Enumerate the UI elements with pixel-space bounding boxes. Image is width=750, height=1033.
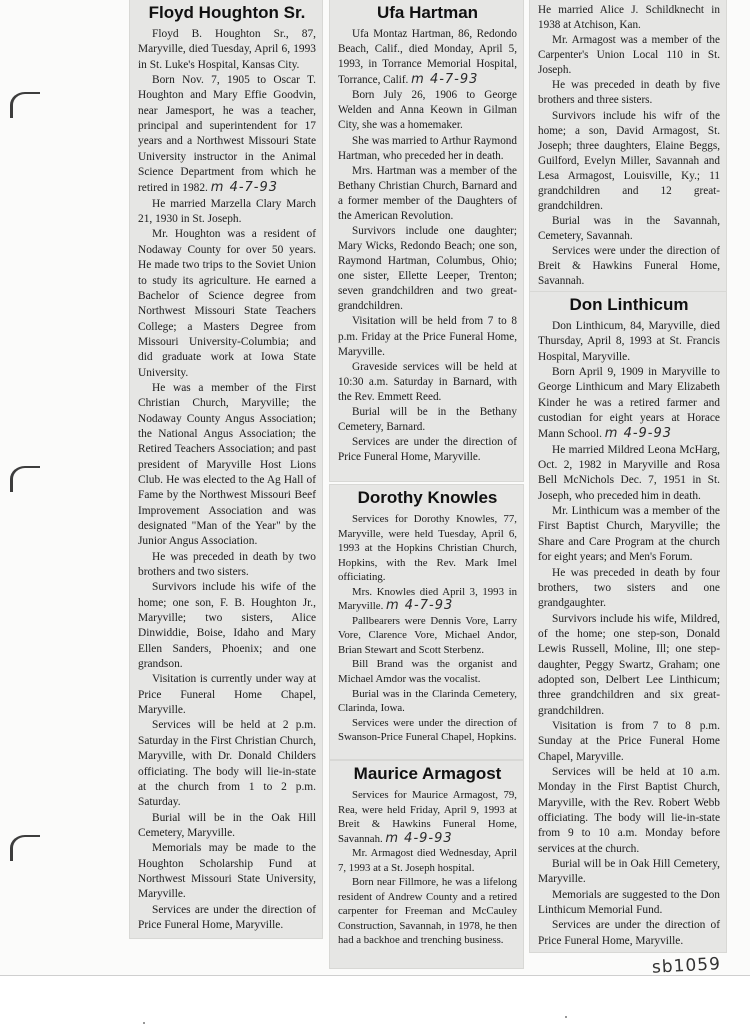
punch-hole-mark (10, 835, 40, 861)
obituary-paragraph (538, 33, 720, 78)
punch-hole-mark (10, 92, 40, 118)
paragraph-text: Visitation is currently under way at Price Funeral Home Chapel, Maryville. (138, 673, 316, 717)
paragraph-text: Visitation is from 7 to 8 p.m. Sunday at the Price Funeral Home Chapel, Maryville. (538, 719, 720, 763)
obituary-paragraph (538, 918, 720, 949)
obituary-headline: Dorothy Knowles (357, 488, 498, 507)
paragraph-text: Services were under the direction of Swanson-Price Funeral Chapel, Hopkins. (338, 716, 517, 744)
obituary-clipping-armagost-continued (530, 0, 726, 292)
obituary-headline: Don Linthicum (569, 295, 689, 314)
paragraph-text: Services are under the direction of Price Funeral Home, Maryville. (538, 919, 720, 947)
obituary-paragraph (338, 716, 517, 745)
obituary-headline: Ufa Hartman (376, 3, 479, 22)
obituary-paragraph (338, 134, 517, 164)
obituary-paragraph (338, 224, 517, 314)
handwritten-date-note: m 4-9-93 (385, 830, 453, 846)
paragraph-text: He was preceded in death by four brothers, two sisters and one grandgaughter. (538, 566, 720, 610)
obituary-paragraph (138, 197, 316, 228)
paragraph-text: Survivors include one daughter; Mary Wicks, Redondo Beach; one son, Raymond Hartman, Columbus, Ohio; one sister, Ellette Leeper, Trenton; seven grandchildren and two great-grandchildren. (338, 225, 517, 313)
obituary-paragraph (138, 381, 316, 550)
obituary-paragraph (538, 319, 720, 365)
paragraph-text: Services are under the direction of Price Funeral Home, Maryville. (338, 436, 517, 464)
paragraph-text: Don Linthicum, 84, Maryville, died Thursday, April 8, 1993 at St. Francis Hospital, Maryville. (538, 320, 720, 363)
paragraph-text: Services will be held at 2 p.m. Saturday in the First Christian Church, Maryville, with Dr. Donald Childers officiating. The body will lie-in-state at the church from 1 to 2 p.m. Saturday. (138, 719, 316, 809)
obituary-clipping-armagost (330, 761, 523, 968)
obituary-paragraph (138, 27, 316, 73)
obituary-paragraph (338, 405, 517, 435)
obituary-paragraph (338, 164, 517, 224)
paragraph-text: Mr. Houghton was a resident of Nodaway County for over 50 years. He made two trips to the Soviet Union to study its agriculture. He earned a Bachelor of Science degree from Northwest Missouri State Teachers College; a Masters Degree from Missouri University-Columbia; and did graduate work at Iowa State University. (138, 228, 316, 379)
obituary-paragraph (138, 73, 316, 197)
obituary-clipping-houghton (130, 0, 322, 938)
paragraph-text: Survivors include his wife, Mildred, of the home; one step-son, Donald Lewis Russell, Moline, Ill; one step-daughter, Peggy Swartz, Graham; one adopted son, Delbert Lee Linthicum; three grandchildren and six great-grandchildren. (538, 612, 720, 717)
handwritten-date-note: m 4-7-93 (411, 72, 479, 88)
paragraph-text: Memorials may be made to the Houghton Scholarship Fund at Northwest Missouri State University, Maryville. (138, 842, 316, 901)
paragraph-text: Born near Fillmore, he was a lifelong resident of Andrew County and a retired carpenter for Freeman and McCauley Construction, Savannah, in 1978, he then had a backhoe and trenching business. (338, 876, 517, 947)
paragraph-text: Mr. Armagost was a member of the Carpenter's Union Local 110 in St. Joseph. (538, 34, 720, 77)
obituary-paragraph (538, 244, 720, 289)
obituary-clipping-hartman (330, 0, 523, 481)
paragraph-text: Burial will be in Oak Hill Cemetery, Maryville. (538, 858, 720, 886)
paragraph-text: Memorials are suggested to the Don Linthicum Memorial Fund. (538, 888, 720, 917)
page-stamp: sb1059 (651, 954, 722, 978)
paragraph-text: Services were under the direction of Breit & Hawkins Funeral Home, Savannah. (538, 245, 720, 288)
obituary-paragraph (538, 888, 720, 919)
paragraph-text: Pallbearers were Dennis Vore, Larry Vore, Clarence Vore, Michael Andor, Brian Stewart and Scott Sterbenz. (338, 614, 517, 656)
paragraph-text: He was preceded in death by two brothers and two sisters. (138, 550, 316, 579)
obituary-paragraph (138, 811, 316, 842)
obituary-paragraph (338, 314, 517, 359)
paragraph-text: Mr. Armagost died Wednesday, April 7, 1993 at a St. Joseph hospital. (338, 847, 517, 874)
obituary-paragraph (338, 27, 517, 88)
obituary-paragraph (538, 3, 720, 33)
obituary-paragraph (138, 580, 316, 672)
obituary-paragraph (138, 718, 316, 810)
paragraph-text: Floyd B. Houghton Sr., 87, Maryville, died Tuesday, April 6, 1993 in St. Luke's Hospital, Kansas City. (138, 28, 316, 71)
paragraph-text: He was preceded in death by five brothers and three sisters. (538, 79, 720, 107)
obituary-clipping-knowles (330, 485, 523, 759)
obituary-paragraph (538, 109, 720, 215)
paragraph-text: She was married to Arthur Raymond Hartman, who preceded her in death. (338, 134, 517, 162)
obituary-paragraph (338, 435, 517, 465)
paragraph-text: Services are under the direction of Price Funeral Home, Maryville. (138, 903, 316, 931)
paragraph-text: Ufa Montaz Hartman, 86, Redondo Beach, Calif., died Monday, April 5, 1993, in Torrance Memorial Hospital, Torrance, Calif. (338, 28, 517, 87)
paragraph-text: Mr. Linthicum was a member of the First Baptist Church, Maryville; the Share and Care Program at the church for eight years; and Men's Forum. (538, 505, 720, 564)
obituary-paragraph (338, 88, 517, 133)
paragraph-text: Graveside services will be held at 10:30 a.m. Saturday in Barnard, with the Rev. Emmett Reed. (338, 360, 517, 403)
paragraph-text: Services for Dorothy Knowles, 77, Maryville, were held Tuesday, April 6, 1993 at the Hopkins Christian Church, Hopkins, with the Rev. Mark Imel officiating. (338, 513, 517, 584)
obituary-paragraph (338, 657, 517, 686)
obituary-paragraph (538, 719, 720, 765)
paragraph-text: Bill Brand was the organist and Michael Amdor was the vocalist. (338, 658, 517, 686)
paragraph-text: He was a member of the First Christian Church, Maryville; the Nodaway County Angus Association; the National Angus Association; the Retired Teachers Association; and past president of Maryville Host Lions Club. He was elected to the Ag Hall of Fame by the Northwest Missouri Beef Improvement Association and was designated "Man of the Year" by the Junior Angus Association. (138, 381, 316, 548)
paragraph-text: He married Marzella Clary March 21, 1930 in St. Joseph. (138, 197, 316, 226)
obituary-paragraph (538, 765, 720, 857)
punch-hole-mark (10, 466, 40, 492)
handwritten-date-note: m 4-7-93 (385, 598, 454, 614)
paragraph-text: Visitation will be held from 7 to 8 p.m. Friday at the Price Funeral Home, Maryville. (338, 315, 517, 358)
obituary-headline: Maurice Armagost (353, 764, 502, 783)
obituary-paragraph (538, 214, 720, 244)
obituary-paragraph (338, 687, 517, 716)
obituary-paragraph (538, 612, 720, 719)
obituary-paragraph (138, 672, 316, 718)
obituary-paragraph (538, 857, 720, 888)
obituary-paragraph (338, 614, 517, 658)
obituary-paragraph (338, 846, 517, 875)
paragraph-text: Born April 9, 1909 in Maryville to George Linthicum and Mary Elizabeth Kinder he was a retired farmer and custodian for eight years at Horace Mann School. (538, 366, 720, 441)
paragraph-text: Survivors include his wife of the home; one son, F. B. Houghton Jr., Maryville; two sisters, Alice Dinwiddie, Boise, Idaho and Mary Ellen Sanders, Phoenix; and one grandson. (138, 581, 316, 671)
paragraph-text: Burial will be in the Oak Hill Cemetery, Maryville. (138, 811, 316, 839)
obituary-paragraph (538, 443, 720, 504)
paragraph-text: Born Nov. 7, 1905 to Oscar T. Houghton and Mary Effie Goodvin, near Jamesport, he was a teacher, principal and superintendent for 17 years and a Northwest Missouri State University instructor in the Animal Science Department from which he retired in 1982. (138, 74, 316, 195)
paragraph-text: He married Alice J. Schildknecht in 1938 at Atchison, Kan. (538, 4, 720, 32)
obituary-paragraph (138, 903, 316, 934)
obituary-paragraph (538, 566, 720, 612)
paragraph-text: Services for Maurice Armagost, 79, Rea, were held Friday, April 9, 1993 at Breit & Hawkins Funeral Home, Savannah. (338, 789, 517, 845)
scan-speck (565, 1016, 567, 1018)
paragraph-text: Mrs. Hartman was a member of the Bethany Christian Church, Barnard and a former member of the Daughters of the American Revolution. (338, 164, 517, 222)
obituary-paragraph (338, 585, 517, 614)
handwritten-date-note: m 4-7-93 (210, 180, 279, 196)
handwritten-date-note: m 4-9-93 (604, 426, 673, 442)
obituary-clipping-linthicum (530, 292, 726, 952)
obituary-paragraph (538, 78, 720, 108)
paragraph-text: Survivors include his wifr of the home; a son, David Armagost, St. Joseph; three daughters, Elaine Beggs, Guilford, Evelyn Miller, Savannah and Lesa Armagost, Louisville, Ky.; 11 grandchildren and 12 great-grandchildren. (538, 109, 720, 213)
obituary-paragraph (338, 360, 517, 405)
obituary-paragraph (138, 841, 316, 902)
obituary-paragraph (138, 550, 316, 581)
obituary-paragraph (538, 365, 720, 443)
paragraph-text: Burial was in the Savannah, Cemetery, Savannah. (538, 215, 720, 243)
paragraph-text: Services will be held at 10 a.m. Monday in the First Baptist Church, Maryville, with the Rev. Robert Webb officiating. The body will lie-in-state from 9 to 10 a.m. Monday before services at the church. (538, 765, 720, 855)
paragraph-text: Burial was in the Clarinda Cemetery, Clarinda, Iowa. (338, 687, 517, 715)
obituary-paragraph (138, 227, 316, 380)
obituary-paragraph (338, 875, 517, 948)
obituary-paragraph (338, 788, 517, 846)
obituary-paragraph (338, 512, 517, 585)
paragraph-text: He married Mildred Leona McHarg, Oct. 2, 1982 in Maryville and Rosa Bell McNichols Dec. 7, 1951 in St. Joseph, who preceded him in death. (538, 443, 720, 502)
scan-speck (143, 1022, 145, 1024)
obituary-headline: Floyd Houghton Sr. (148, 3, 306, 22)
obituary-paragraph (538, 504, 720, 565)
paragraph-text: Born July 26, 1906 to George Welden and Anna Keown in Gilman City, she was a homemaker. (338, 89, 517, 132)
paragraph-text: Burial will be in the Bethany Cemetery, Barnard. (338, 405, 517, 434)
paragraph-text: Mrs. Knowles died April 3, 1993 in Maryville. (338, 585, 517, 613)
